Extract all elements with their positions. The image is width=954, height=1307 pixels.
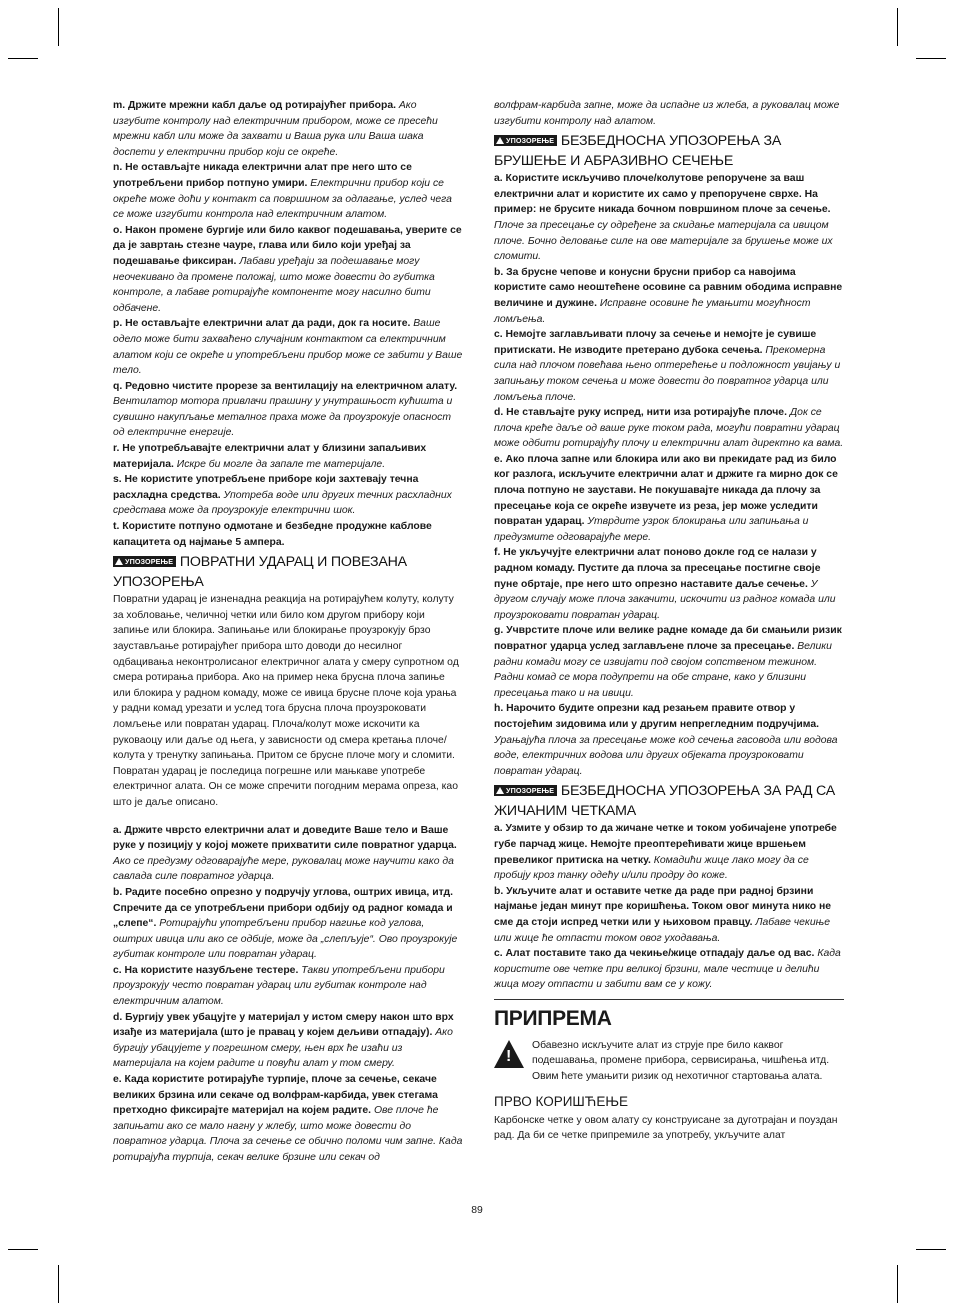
continued-text: волфрам-карбида запне, може да испадне из жлеба, а руковалац може изгубити контролу над алатом. bbox=[494, 100, 840, 127]
page-number: 89 bbox=[471, 1205, 483, 1216]
brush-list bbox=[494, 821, 844, 993]
first-use-heading: ПРВО КОРИШЋЕЊЕ bbox=[494, 1093, 628, 1109]
list-item: a. Држите чврсто електрични алат и доведите Ваше тело и Ваше руке у позицију у којој можете прихватити силе повратног ударца. Ако се предузму одговарајуће мере, руковалац може научити како да савлада силе повратног ударца. bbox=[113, 824, 457, 883]
brush-heading: УПОЗОРЕЊЕ БЕЗБЕДНОСНА УПОЗОРЕЊА ЗА РАД СА ЖИЧАНИМ ЧЕТКАМА bbox=[494, 783, 836, 820]
left-column bbox=[113, 98, 463, 1166]
list-item: b. За брусне чепове и конусни брусни прибор са навојима користите само неоштећене осовине са равним ободима исправне величине и дужине. Исправне осовине ће умањити могућност ломљења. bbox=[494, 266, 843, 325]
warning-badge: УПОЗОРЕЊЕ bbox=[494, 135, 557, 146]
grinding-heading: УПОЗОРЕЊЕ БЕЗБЕДНОСНА УПОЗОРЕЊА ЗА БРУШЕЊЕ И АБРАЗИВНО СЕЧЕЊЕ bbox=[494, 133, 782, 170]
list-item: n. Не остављајте никада електрични алат пре него што се употребљени прибор потпуно умири. Електрични прибор који се окреће може доћи у контакт са површином за одлагање, услед чега се може изгубити контрола над електричним алатом. bbox=[113, 162, 452, 221]
list-item: q. Редовно чистите прорезе за вентилацију на електричном алату. Вентилатор мотора привлачи прашину у унутрашњост кућишта и сувишно накупљање металног праха може да проузрокује опасност од електричне енергије. bbox=[113, 380, 458, 439]
first-use-text: Карбонске четке у овом алату су конструисане за дуготрајан и поуздан рад. Да би се четке припремиле за употребу, укључите алат bbox=[494, 1114, 838, 1142]
list-item: h. Нарочито будите опрезни кад резањем правите отвор у постојећим зидовима или у другим непрегледним подручјима. Урањајућа плоча за пресецање може код сечења гасовода или водова воде, електричних водова или других објеката проузроковати повратан ударац. bbox=[494, 703, 838, 777]
list-item: d. Бургију увек убацујте у материјал у истом смеру након што врх изађе из материјала (што је правац у којем дељиви отпадају). Ако бургију убацујете у погрешном смеру, њен врх ће изаћи из материјала на којем радите и повући алат у том смеру. bbox=[113, 1011, 454, 1070]
list-item: e. Ако плоча запне или блокира или ако ви прекидате рад из било ког разлога, искључите електрични алат и држите га мирно док се плоча потпуно не заустави. Не покушавајте никада да плочу за пресецање која се окреће извучете из реза, јер може уследити повратан ударац. Утврдите узрок блокирања или запињања и предузмите одговарајуће мере. bbox=[494, 453, 838, 543]
list-item: a. Користите искључиво плоче/колутове репоручене за ваш електрични алат и користите их само у препоручене сврхе. На пример: не брусите никада бочном површином плоче за сечење. Плоче за пресецање су одређене за скидање материјала са ивицом плоче. Бочно деловање силе на ове материјале за брушење може их сломити. bbox=[494, 173, 833, 263]
list-item: p. Не остављајте електрични алат да ради, док га носите. Ваше одело може бити захваћено случајним контактом са електричним алатом који се окреће и употребљени прибор може се забити у Ваше тело. bbox=[113, 318, 463, 377]
warning-badge: УПОЗОРЕЊЕ bbox=[113, 556, 176, 567]
list-item: f. Не укључујте електрични алат поново докле год се налази у радном комаду. Пустите да плоча за пресецање постигне своје пуне обртаје, пре него што опрезно наставите даље сечење. У другом случају може плоча закачити, искочити из радног комада или проузроковати повратан ударац. bbox=[494, 547, 836, 621]
list-item: a. Узмите у обзир то да жичане четке и током уобичајене употребе губе парчад жице. Немојте преоптерећивати жице вршењем превеликог притиска на четку. Комадићи жице лако могу да се пробију кроз танку одећу и/или продру до коже. bbox=[494, 823, 837, 882]
list-item: b. Радите посебно опрезно у подручју углова, оштрих ивица, итд. Спречите да се употребљени прибори одбију од радног комада и „слепе“. Ротирајући употребљени прибор нагиње код углова, оштрих ивица или ако се одбије, може да „слепљује“. Ово проузрокује губитак контроле или повратан ударац. bbox=[113, 886, 458, 961]
kickback-list bbox=[113, 823, 463, 1166]
warning-badge: УПОЗОРЕЊЕ bbox=[494, 785, 557, 796]
section-divider bbox=[494, 999, 844, 1000]
crop-mark bbox=[897, 8, 898, 46]
warning-icon bbox=[496, 137, 504, 144]
list-item: g. Учврстите плоче или велике радне комаде да би смањили ризик повратног ударца услед заглављене плоче за пресецање. Велики радни комади могу се извијати под својом сопственом тежином. Радни комад се мора подупрети на обе стране, како у близини пресецања тако и на ивици. bbox=[494, 625, 842, 699]
warning-icon bbox=[496, 787, 504, 794]
right-column bbox=[494, 98, 844, 1144]
crop-mark bbox=[58, 8, 59, 46]
crop-mark bbox=[58, 1265, 59, 1303]
prep-notice bbox=[494, 1038, 844, 1085]
list-item: c. Алат поставите тако да чекиње/жице отпадају даље од вас. Када користите ове четке при великој брзини, мале честице и делићи жица могу отпасти и забити вам се у кожу. bbox=[494, 948, 841, 991]
kickback-heading: УПОЗОРЕЊЕ ПОВРАТНИ УДАРАЦ И ПОВЕЗАНА УПОЗОРЕЊА bbox=[113, 554, 407, 591]
list-item: d. Не стављајте руку испред, нити иза ротирајуће плоче. Док се плоча креће даље од ваше руке током рада, могући повратни ударац може одбити ротирајућу плочу и електрични алат директно ка вама. bbox=[494, 407, 844, 450]
list-item: t. Користите потпуно одмотане и безбедне продужне каблове капацитета од најмање 5 ампера. bbox=[113, 521, 432, 548]
list-item: o. Након промене бургије или било каквог подешавања, уверите се да је завртањ стезне чауре, глава или било који уређај за подешавање фиксиран. Лабави уређаји за подешавање могу неочекивано да промене положај, што може довести до губитка контроле, а лабаве ротирајуће компоненте могу насилно бити одбачене. bbox=[113, 224, 462, 314]
warning-icon bbox=[115, 558, 123, 565]
kickback-paragraph: Повратни ударац је изненадна реакција на ротирајућем колуту, колуту за хобловање, челичној четки или било ком другом прибору који запиње или блокира. Запињање или блокирање проузрокују брзо заустављање ротирајућег прибора што доводи до несилног одбацивања неконтролисаног електричног алата у смеру супротном од смера ротирања прибора. Ако на пример нека брусна плоча запиње или блокира у радном комаду, може се ивица брусне плоче која урања у радни комад урезати и услед тога брусна плоча проузроковати ломљење или повратан ударац. Плоча/колут може искочити ка руковаоцу или даље од њега, у зависности од смера кретања плоче/колута у тренутку запињања. Притом се брусне плоче могу и сломити. Повратан ударац је последица погрешне или мањкаве употребе електричног алата. Он се може спречити погодним мерама опреза, као што је даље описано. bbox=[113, 594, 459, 808]
prep-title: ПРИПРЕМА bbox=[494, 1006, 612, 1030]
grinding-list bbox=[494, 171, 844, 779]
list-item: c. Немојте заглављивати плочу за сечење и немојте је сувише притискати. Не изводите претерано дубока сечења. Прекомерна сила над плочом повећава њено оптерећење и подложност увијању и запињању током сечења и може довести до повратног ударца или ломљења плоче. bbox=[494, 329, 841, 403]
safety-list-continued bbox=[113, 98, 463, 550]
list-item: e. Када користите ротирајуће турпије, плоче за сечење, секаче великих брзина или секаче од волфрам-карбида, увек стегама претходно фиксирајте материјал на којем радите. Ове плоче ће запињати ако се мало нагну у жлебу, што може довести до повратног ударца. Плоча за сечење се обично поломи чим запне. Када ротирајућа турпија, секач велике брзине или секач од bbox=[113, 1074, 463, 1163]
list-item: c. На користите назубљене тестере. Такви употребљени прибори проузрокују често повратан ударац или губитак контроле над електричним алатом. bbox=[113, 964, 445, 1008]
crop-mark bbox=[8, 58, 38, 59]
crop-mark bbox=[916, 1249, 946, 1250]
list-item: m. Држите мрежни кабл даље од ротирајућег прибора. Ако изгубите контролу над електричним прибором, може се пресећи мрежни кабл или може да захвати и Ваша рука или Ваша шака доспети у електрични прибор који се окреће. bbox=[113, 100, 438, 158]
warning-triangle-icon: ! bbox=[494, 1040, 524, 1068]
prep-notice-text: Обавезно искључите алат из струје пре било каквог подешавања, промене прибора, сервисирања, чишћења итд. Овим ћете умањити ризик од нехотичног стартовања алата. bbox=[532, 1039, 830, 1083]
crop-mark bbox=[8, 1249, 38, 1250]
crop-mark bbox=[897, 1265, 898, 1303]
list-item: s. Не користите употребљене приборе који захтевају течна расхладна средства. Употреба воде или других течних расхладних средстава може да проузрокује електрични шок. bbox=[113, 474, 452, 517]
crop-mark bbox=[916, 58, 946, 59]
list-item: r. Не употребљавајте електрични алат у близини запаљивих материјала. Искре би могле да запале те материјале. bbox=[113, 443, 427, 470]
list-item: b. Укључите алат и оставите четке да раде при радној брзини најмање један минут пре коришћења. Током овог минута нико не сме да стоји испред четки или у њиховом правцу. Лабаве чекиње или жице ће отпасти током овог уходавања. bbox=[494, 885, 832, 944]
